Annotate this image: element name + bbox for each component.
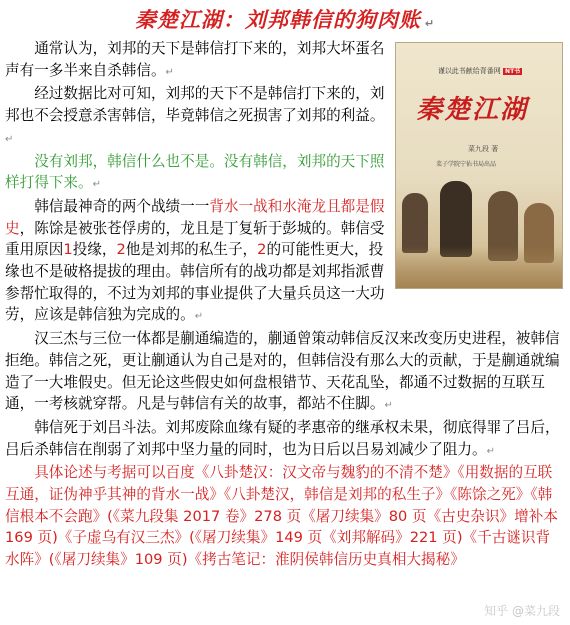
paragraph-4: 韩信最神奇的两个战绩一一背水一战和水淹龙且都是假史，陈馀是被张苍俘虏的，龙且是丁复斩于彭城的。韩信受重用原因1投缘，2他是刘邦的私生子，2的可能性更大，投缘也不是破格提拔的理由。韩信所有的战功都是刘邦指派曹参帮忙取得的，不过为刘邦的事业提供了大量兵员这一大功劳，应该是韩信独为完成的。↵ xyxy=(5,197,385,324)
paragraph-7-references: 具体论述与考据可以百度《八卦楚汉：汉文帝与魏豹的不清不楚》《用数据的互联互通，证伪神乎其神的背水一战》《八卦楚汉，韩信是刘邦的私生子》《陈馀之死》《韩信根本不会跑》(《菜九段集 2017 卷》278 页《屠刀续集》80 页《古史杂识》增补本 169 页)《子虚乌有汉三杰》(《屠刀续集》149 页《刘邦解码》221 页)《千古谜识背水阵》(《屠刀续集》109 页)《拷古笔记：淮阴侯韩信历史真相大揭秘》 xyxy=(5,464,558,569)
cover-author: 菜九段 著 xyxy=(468,145,499,153)
cover-top-text: 谨以此书献给背番网 NT书 xyxy=(437,67,521,75)
fake-history-highlight: 背水一战和水淹龙且都是假史 xyxy=(5,197,385,237)
cover-ground xyxy=(396,246,562,288)
article-title: 秦楚江湖：刘邦韩信的狗肉账 ↵ xyxy=(134,8,436,32)
watermark: 知乎 @菜九段 xyxy=(484,604,560,618)
cover-figure xyxy=(402,193,428,253)
paragraph-2: 经过数据比对可知，刘邦的天下不是韩信打下来的，刘邦也不会授意杀害韩信，毕竟韩信之死损害了刘邦的利益。↵ xyxy=(5,85,385,145)
article-body xyxy=(5,38,563,571)
paragraph-5: 汉三杰与三位一体都是蒯通编造的，蒯通曾策动韩信反汉来改变历史进程，被韩信拒绝。韩信之死，更让蒯通认为自己是对的，但韩信没有那么大的贡献，于是蒯通就编造了一大堆假史。但无论这些假史如何盘根错节、天花乱坠，都通不过数据的互联互通，一考核就穿帮。凡是与韩信有关的故事，都站不住脚。↵ xyxy=(5,330,560,413)
cover-publisher: 菜子学院宁佑书局出品 xyxy=(436,161,497,168)
paragraph-6: 韩信死于刘吕斗法。刘邦废除血缘有疑的孝惠帝的继承权未果，彻底得罪了吕后，吕后杀韩信在削弱了刘邦中坚力量的同时，也为日后以吕易刘减少了阻力。↵ xyxy=(5,418,560,458)
paragraph-1: 通常认为，刘邦的天下是韩信打下来的，刘邦大坏蛋名声有一多半来自杀韩信。↵ xyxy=(5,40,385,79)
book-cover-image xyxy=(395,42,563,289)
cover-title: 秦楚江湖 xyxy=(416,95,529,125)
paragraph-3-highlight: 没有刘邦，韩信什么也不是。没有韩信，刘邦的天下照样打得下来。↵ xyxy=(5,152,385,192)
